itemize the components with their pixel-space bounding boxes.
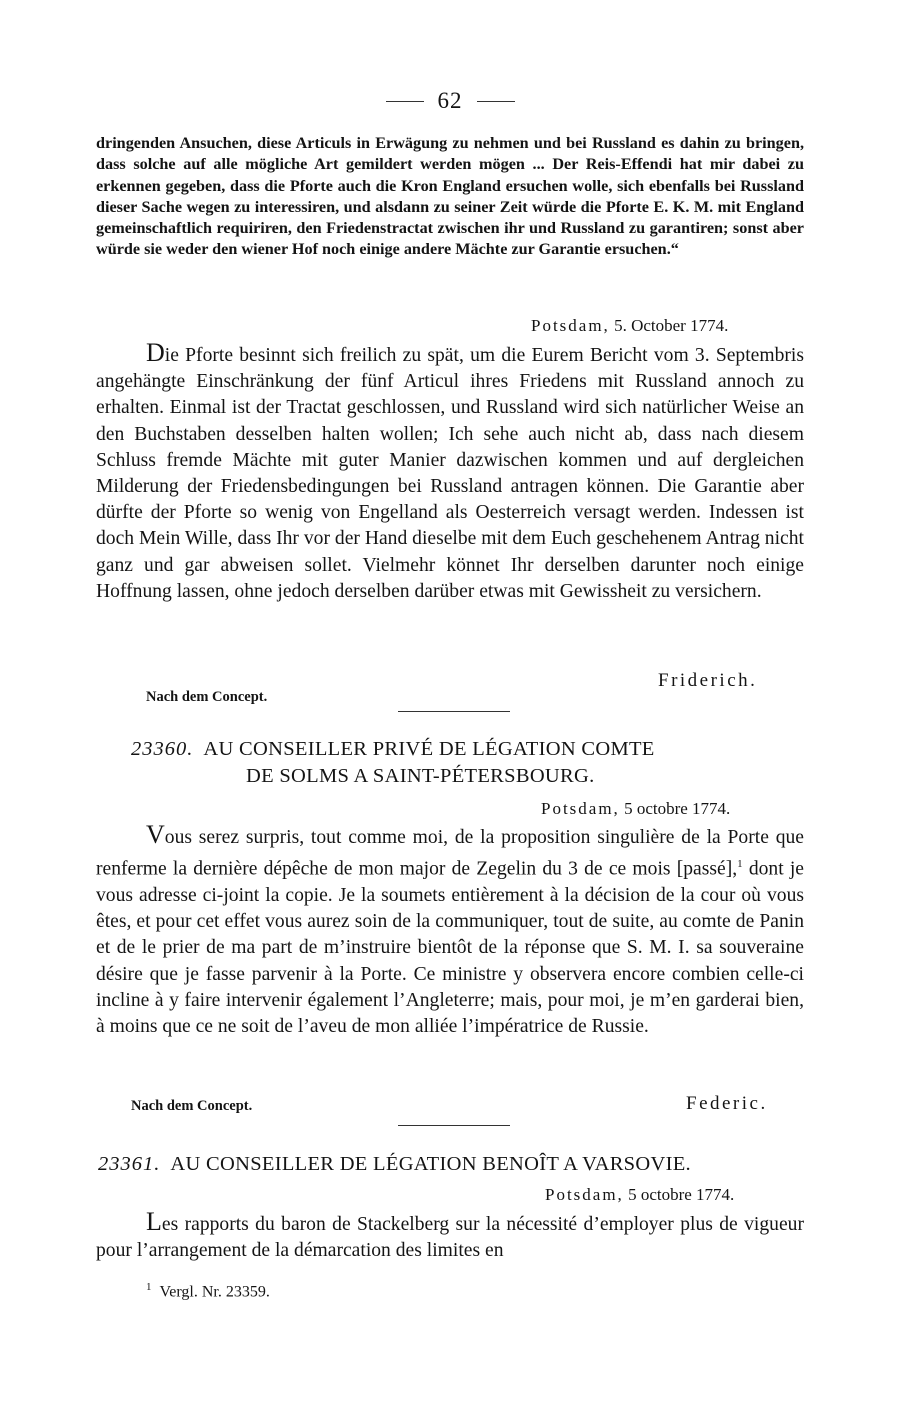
letter3-date: 5 octobre 1774. [628, 1185, 735, 1204]
letter3-dateline [545, 1185, 734, 1205]
page-header [0, 88, 900, 114]
letter1-initial: D [146, 338, 165, 367]
page-number: 62 [437, 88, 463, 113]
separator-rule-2 [398, 1125, 510, 1126]
footnote-text: Vergl. Nr. 23359. [159, 1283, 270, 1301]
letter2-heading-line2: DE SOLMS A SAINT-PÉTERSBOURG. [246, 765, 595, 787]
separator-rule-1 [398, 711, 510, 712]
letter1-text: ie Pforte besinnt sich freilich zu spät, um die Eurem Bericht vom 3. Septembris angehängte Einschränkung der fünf Articul ihres Friedens mit Russland annoch zu erhalten. Einmal ist der Tractat geschlossen, und Russland wird sich natürlicher Weise an den Buchstaben desselben halten wollen; Ich sehe auch nicht ab, dass nach diesem Schluss fremde Mächte mit guter Manier dazwischen kommen und auf dergleichen Milderung der Friedensbedingungen bei Russland antragen können. Die Garantie aber dürfte der Pforte so wenig von Engelland als Oesterreich versagt werden. Indessen ist doch Mein Wille, dass Ihr vor der Hand dieselbe mit dem Euch geschehenem Antrag nicht ganz und gar abweisen sollet. Vielmehr könnet Ihr derselben darunter noch einige Hoffnung lassen, ohne jedoch derselben darüber etwas mit Gewissheit zu versichern. [96, 345, 804, 602]
letter1-signature: Friderich. [658, 670, 758, 691]
letter2-signature: Federic. [686, 1093, 768, 1114]
letter2-date: 5 octobre 1774. [624, 799, 731, 818]
letter1-paragraph [96, 338, 804, 605]
letter3-place: Potsdam, [545, 1185, 624, 1204]
header-dash-left [386, 101, 424, 102]
letter2-heading-text1: AU CONSEILLER PRIVÉ DE LÉGATION COMTE [203, 738, 655, 760]
intro-paragraph: dringenden Ansuchen, diese Articuls in Erwägung zu nehmen und bei Russland es dahin zu bringen, dass solche auf alle mögliche Art gemildert werden mögen ... Der Reis-Effendi hat mir dabei zu erkennen gegeben, dass die Pforte auch die Kron England ersuchen wolle, sich ebenfalls bei Russland dieser Sache wegen zu interessiren, und alsdann zu seiner Zeit würde die Pforte E. K. M. mit England gemeinschaftlich requiriren, den Friedenstractat zwischen ihr und Russland zu garantiren; sonst aber würde sie weder den wiener Hof noch einige andere Mächte zur Garantie ersuchen.“ [96, 134, 804, 259]
letter3-number: 23361. [98, 1153, 161, 1175]
footnote [146, 1281, 270, 1301]
letter2-body [96, 820, 804, 1040]
letter2-source: Nach dem Concept. [131, 1098, 253, 1114]
letter2-initial: V [146, 820, 165, 849]
letter3-heading-text: AU CONSEILLER DE LÉGATION BENOÎT A VARSOVIE. [170, 1153, 691, 1175]
letter1-dateline [531, 316, 728, 336]
letter3-heading [98, 1153, 691, 1176]
letter1-body [96, 338, 804, 605]
letter3-body [96, 1207, 804, 1264]
letter2-place: Potsdam, [541, 799, 620, 818]
letter2-text-part2: dont je vous adresse ci-joint la copie. Je la soumets entièrement à la décision de la cour où vous êtes, et pour cet effet vous aurez soin de la communiquer, tout de suite, au comte de Panin et de le prier de ma part de m’instruire bientôt de la réponse que S. M. I. sa souveraine désire que je fasse parvenir à la Porte. Ce ministre y observera encore combien celle-ci incline à y faire intervenir également l’Angleterre; mais, pour moi, je m’en garderai bien, à moins que ce ne soit de l’aveu de mon alliée l’impératrice de Russie. [96, 858, 804, 1037]
footnote-reference: 1 [737, 858, 743, 871]
letter2-text-part1: ous serez surpris, tout comme moi, de la proposition singulière de la Porte que renferme la dernière dépêche de mon major de Zegelin du 3 de ce mois [passé], [96, 827, 804, 880]
intro-quotation [96, 133, 804, 261]
letter1-source: Nach dem Concept. [146, 689, 268, 705]
footnote-marker: 1 [146, 1281, 152, 1293]
letter3-paragraph [96, 1207, 804, 1264]
letter2-number: 23360. [131, 738, 194, 760]
letter1-date: 5. October 1774. [614, 316, 729, 335]
letter1-place: Potsdam, [531, 316, 610, 335]
letter2-paragraph [96, 820, 804, 1040]
letter2-heading-line1 [131, 738, 655, 761]
letter3-text: es rapports du baron de Stackelberg sur la nécessité d’employer plus de vigueur pour l’arrangement de la démarcation des limites en [96, 1214, 804, 1262]
letter3-initial: L [146, 1207, 162, 1236]
letter2-dateline [541, 799, 730, 819]
header-dash-right [477, 101, 515, 102]
